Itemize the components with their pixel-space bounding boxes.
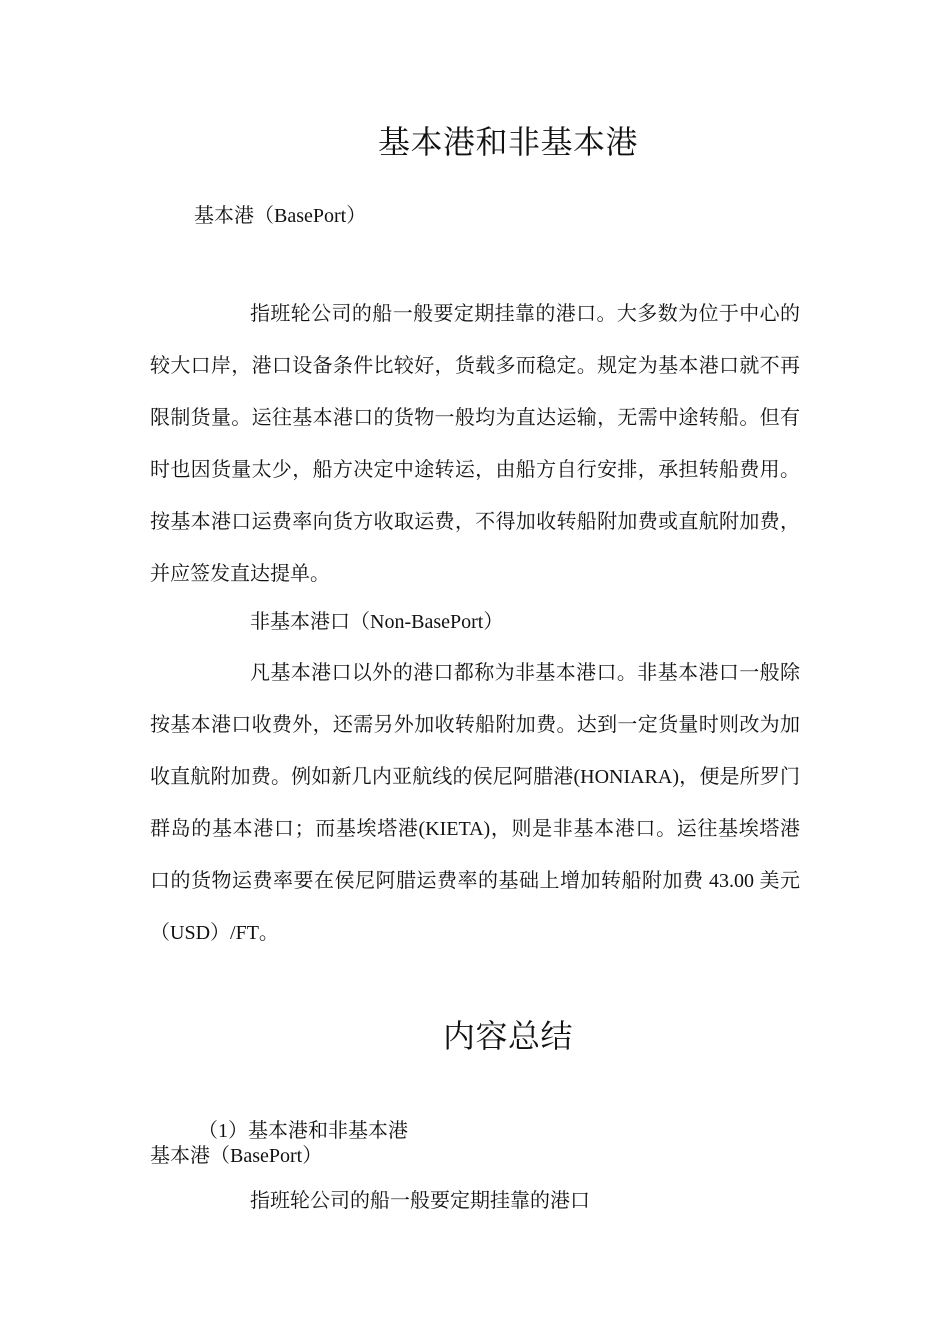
document-title: 基本港和非基本港 [377,124,638,160]
base-port-paragraph: 指班轮公司的船一般要定期挂靠的港口。大多数为位于中心的较大口岸，港口设备条件比较好，货载多而稳定。规定为基本港口就不再限制货量。运往基本港口的货物一般均为直达运输，无需中途转船。但有时也因货量太少，船方决定中途转运，由船方自行安排，承担转船费用。按基本港口运费率向货方收取运费，不得加收转船附加费或直航附加费，并应签发直达提单。 [150,303,800,585]
non-base-port-heading: 非基本港口（Non-BasePort） [250,611,504,633]
base-port-heading: 基本港（BasePort） [194,205,367,227]
summary-item-text: 指班轮公司的船一般要定期挂靠的港口 [250,1190,590,1212]
summary-item-heading: 基本港（BasePort） [150,1145,323,1167]
summary-title: 内容总结 [442,1018,573,1054]
summary-item-label: （1）基本港和非基本港 [198,1120,408,1142]
non-base-port-paragraph: 凡基本港口以外的港口都称为非基本港口。非基本港口一般除按基本港口收费外，还需另外加收转船附加费。达到一定货量时则改为加收直航附加费。例如新几内亚航线的侯尼阿腊港(HONIARA)，便是所罗门群岛的基本港口；而基埃塔港(KIETA)，则是非基本港口。运往基埃塔港口的货物运费率要在侯尼阿腊运费率的基础上增加转船附加费 43.00 美元（USD）/FT。 [150,662,800,944]
